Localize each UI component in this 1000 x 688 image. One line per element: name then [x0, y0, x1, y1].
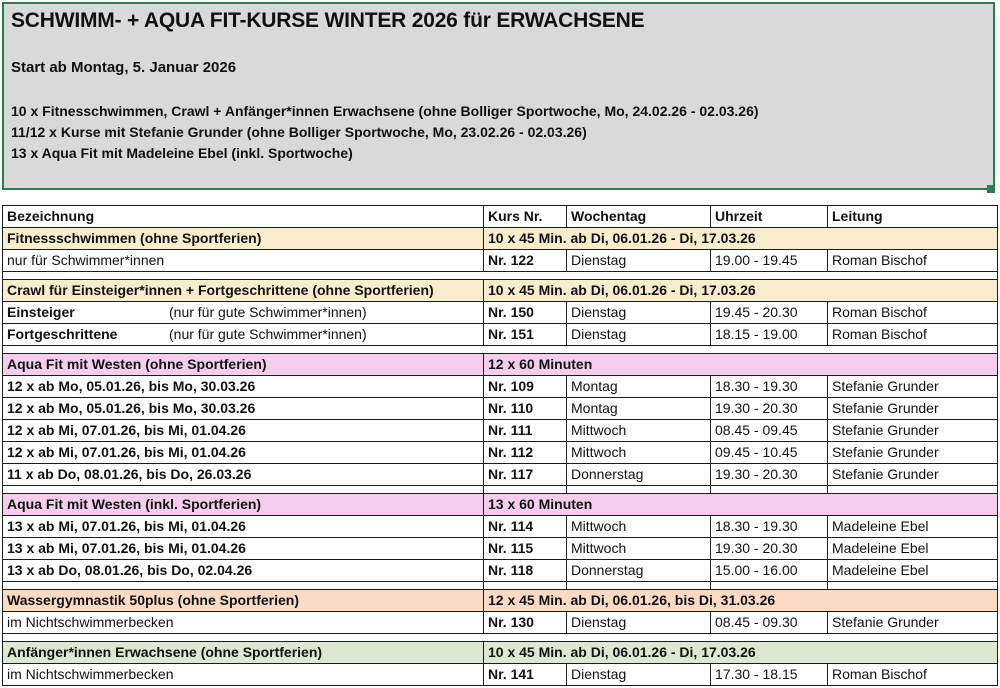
page-title: SCHWIMM- + AQUA FIT-KURSE WINTER 2026 für ERWACHSENE	[11, 9, 645, 32]
time-range: 19.30 - 20.30	[711, 538, 828, 560]
weekday: Dienstag	[567, 664, 711, 686]
section-span-info: 12 x 45 Min. ab Di, 06.01.26, bis Di, 31.03.26	[484, 590, 998, 612]
course-number: Nr. 130	[484, 612, 567, 634]
spacer-cell	[567, 272, 711, 280]
instructor: Madeleine Ebel	[828, 560, 998, 582]
instructor: Roman Bischof	[828, 250, 998, 272]
column-header-bezeichnung: Bezeichnung	[3, 206, 484, 228]
note-line: 10 x Fitnesschwimmen, Crawl + Anfänger*innen Erwachsene (ohne Bolliger Sportwoche, Mo, 24.02.26 - 02.03.26)	[11, 103, 759, 119]
spacer-cell	[3, 582, 484, 590]
course-description: 13 x ab Do, 08.01.26, bis Do, 02.04.26	[3, 560, 484, 582]
selection-handle[interactable]	[987, 185, 995, 193]
instructor: Roman Bischof	[828, 324, 998, 346]
course-number: Nr. 118	[484, 560, 567, 582]
course-description: 13 x ab Mi, 07.01.26, bis Mi, 01.04.26	[3, 538, 484, 560]
instructor: Roman Bischof	[828, 664, 998, 686]
weekday: Montag	[567, 376, 711, 398]
course-row	[3, 250, 998, 272]
course-description: 11 x ab Do, 08.01.26, bis Do, 26.03.26	[3, 464, 484, 486]
weekday: Mittwoch	[567, 538, 711, 560]
course-row	[3, 612, 998, 634]
course-number: Nr. 114	[484, 516, 567, 538]
weekday: Mittwoch	[567, 516, 711, 538]
time-range: 19.00 - 19.45	[711, 250, 828, 272]
section-header-row	[3, 642, 998, 664]
spacer-cell	[3, 486, 484, 494]
course-description: im Nichtschwimmerbecken	[3, 664, 484, 686]
course-description: im Nichtschwimmerbecken	[3, 612, 484, 634]
time-range: 08.45 - 09.30	[711, 612, 828, 634]
spacer-cell	[484, 582, 567, 590]
start-date-subtitle: Start ab Montag, 5. Januar 2026	[11, 59, 237, 76]
weekday: Donnerstag	[567, 560, 711, 582]
section-header-row	[3, 228, 998, 250]
time-range: 18.15 - 19.00	[711, 324, 828, 346]
course-number: Nr. 109	[484, 376, 567, 398]
spacer-cell	[567, 486, 711, 494]
course-row	[3, 442, 998, 464]
spacer-cell	[711, 486, 828, 494]
spacer-cell	[711, 582, 828, 590]
course-description: Fortgeschrittene (nur für gute Schwimmer*innen)	[3, 324, 484, 346]
spacer-row	[3, 346, 998, 354]
course-description-note: (nur für gute Schwimmer*innen)	[169, 304, 367, 320]
weekday: Dienstag	[567, 612, 711, 634]
course-row	[3, 560, 998, 582]
spacer-cell	[711, 272, 828, 280]
time-range: 09.45 - 10.45	[711, 442, 828, 464]
spacer-cell	[828, 346, 998, 354]
time-range: 18.30 - 19.30	[711, 376, 828, 398]
spacer-row	[3, 486, 998, 494]
course-row	[3, 302, 998, 324]
spacer-cell	[711, 634, 828, 642]
section-header-row	[3, 494, 998, 516]
time-range: 08.45 - 09.45	[711, 420, 828, 442]
weekday: Donnerstag	[567, 464, 711, 486]
section-span-info: 10 x 45 Min. ab Di, 06.01.26 - Di, 17.03.26	[484, 280, 998, 302]
spacer-cell	[484, 346, 567, 354]
spacer-cell	[567, 582, 711, 590]
spacer-row	[3, 272, 998, 280]
weekday: Mittwoch	[567, 442, 711, 464]
spacer-cell	[828, 634, 998, 642]
section-header-row	[3, 590, 998, 612]
instructor: Stefanie Grunder	[828, 464, 998, 486]
instructor: Madeleine Ebel	[828, 516, 998, 538]
instructor: Stefanie Grunder	[828, 442, 998, 464]
table-header-row	[3, 206, 998, 228]
time-range: 19.45 - 20.30	[711, 302, 828, 324]
course-row	[3, 464, 998, 486]
spacer-row	[3, 634, 998, 642]
spacer-cell	[828, 272, 998, 280]
column-header-uhrzeit: Uhrzeit	[711, 206, 828, 228]
course-description: 12 x ab Mo, 05.01.26, bis Mo, 30.03.26	[3, 398, 484, 420]
header-box	[2, 2, 995, 190]
instructor: Stefanie Grunder	[828, 376, 998, 398]
instructor: Stefanie Grunder	[828, 398, 998, 420]
section-title: Aqua Fit mit Westen (inkl. Sportferien)	[3, 494, 484, 516]
spacer-cell	[484, 272, 567, 280]
course-row	[3, 398, 998, 420]
section-span-info: 13 x 60 Minuten	[484, 494, 998, 516]
spacer-cell	[828, 486, 998, 494]
instructor: Stefanie Grunder	[828, 420, 998, 442]
course-description: nur für Schwimmer*innen	[3, 250, 484, 272]
section-span-info: 10 x 45 Min. ab Di, 06.01.26 - Di, 17.03.26	[484, 228, 998, 250]
spacer-cell	[567, 346, 711, 354]
course-row	[3, 376, 998, 398]
spacer-cell	[484, 486, 567, 494]
spacer-cell	[711, 346, 828, 354]
course-description: 12 x ab Mi, 07.01.26, bis Mi, 01.04.26	[3, 420, 484, 442]
course-number: Nr. 141	[484, 664, 567, 686]
course-description: 12 x ab Mo, 05.01.26, bis Mo, 30.03.26	[3, 376, 484, 398]
column-header-kurs-nr: Kurs Nr.	[484, 206, 567, 228]
spacer-cell	[567, 634, 711, 642]
weekday: Dienstag	[567, 302, 711, 324]
section-span-info: 12 x 60 Minuten	[484, 354, 998, 376]
time-range: 18.30 - 19.30	[711, 516, 828, 538]
section-span-info: 10 x 45 Min. ab Di, 06.01.26 - Di, 17.03.26	[484, 642, 998, 664]
course-number: Nr. 111	[484, 420, 567, 442]
course-description: Einsteiger (nur für gute Schwimmer*innen)	[3, 302, 484, 324]
course-number: Nr. 150	[484, 302, 567, 324]
spacer-cell	[484, 634, 567, 642]
course-notes	[11, 101, 759, 164]
table-body	[3, 228, 998, 686]
course-number: Nr. 151	[484, 324, 567, 346]
course-number: Nr. 115	[484, 538, 567, 560]
time-range: 19.30 - 20.30	[711, 398, 828, 420]
course-row	[3, 664, 998, 686]
course-number: Nr. 122	[484, 250, 567, 272]
time-range: 17.30 - 18.15	[711, 664, 828, 686]
course-number: Nr. 117	[484, 464, 567, 486]
section-title: Anfänger*innen Erwachsene (ohne Sportferien)	[3, 642, 484, 664]
course-row	[3, 538, 998, 560]
time-range: 15.00 - 16.00	[711, 560, 828, 582]
course-schedule-table	[2, 205, 998, 686]
weekday: Montag	[567, 398, 711, 420]
section-title: Aqua Fit mit Westen (ohne Sportferien)	[3, 354, 484, 376]
course-description: 13 x ab Mi, 07.01.26, bis Mi, 01.04.26	[3, 516, 484, 538]
section-header-row	[3, 354, 998, 376]
note-line: 11/12 x Kurse mit Stefanie Grunder (ohne Bolliger Sportwoche, Mo, 23.02.26 - 02.03.26)	[11, 124, 587, 140]
course-description-note: (nur für gute Schwimmer*innen)	[169, 326, 367, 342]
spacer-cell	[828, 582, 998, 590]
course-number: Nr. 110	[484, 398, 567, 420]
spacer-cell	[3, 346, 484, 354]
time-range: 19.30 - 20.30	[711, 464, 828, 486]
course-number: Nr. 112	[484, 442, 567, 464]
weekday: Mittwoch	[567, 420, 711, 442]
spacer-row	[3, 582, 998, 590]
course-row	[3, 324, 998, 346]
course-row	[3, 516, 998, 538]
course-description: 12 x ab Mi, 07.01.26, bis Mi, 01.04.26	[3, 442, 484, 464]
course-row	[3, 420, 998, 442]
section-header-row	[3, 280, 998, 302]
section-title: Fitnessschwimmen (ohne Sportferien)	[3, 228, 484, 250]
note-line: 13 x Aqua Fit mit Madeleine Ebel (inkl. Sportwoche)	[11, 145, 353, 161]
instructor: Roman Bischof	[828, 302, 998, 324]
column-header-leitung: Leitung	[828, 206, 998, 228]
section-title: Wassergymnastik 50plus (ohne Sportferien)	[3, 590, 484, 612]
spacer-cell	[3, 272, 484, 280]
column-header-wochentag: Wochentag	[567, 206, 711, 228]
spacer-cell	[3, 634, 484, 642]
weekday: Dienstag	[567, 324, 711, 346]
weekday: Dienstag	[567, 250, 711, 272]
instructor: Stefanie Grunder	[828, 612, 998, 634]
instructor: Madeleine Ebel	[828, 538, 998, 560]
section-title: Crawl für Einsteiger*innen + Fortgeschrittene (ohne Sportferien)	[3, 280, 484, 302]
